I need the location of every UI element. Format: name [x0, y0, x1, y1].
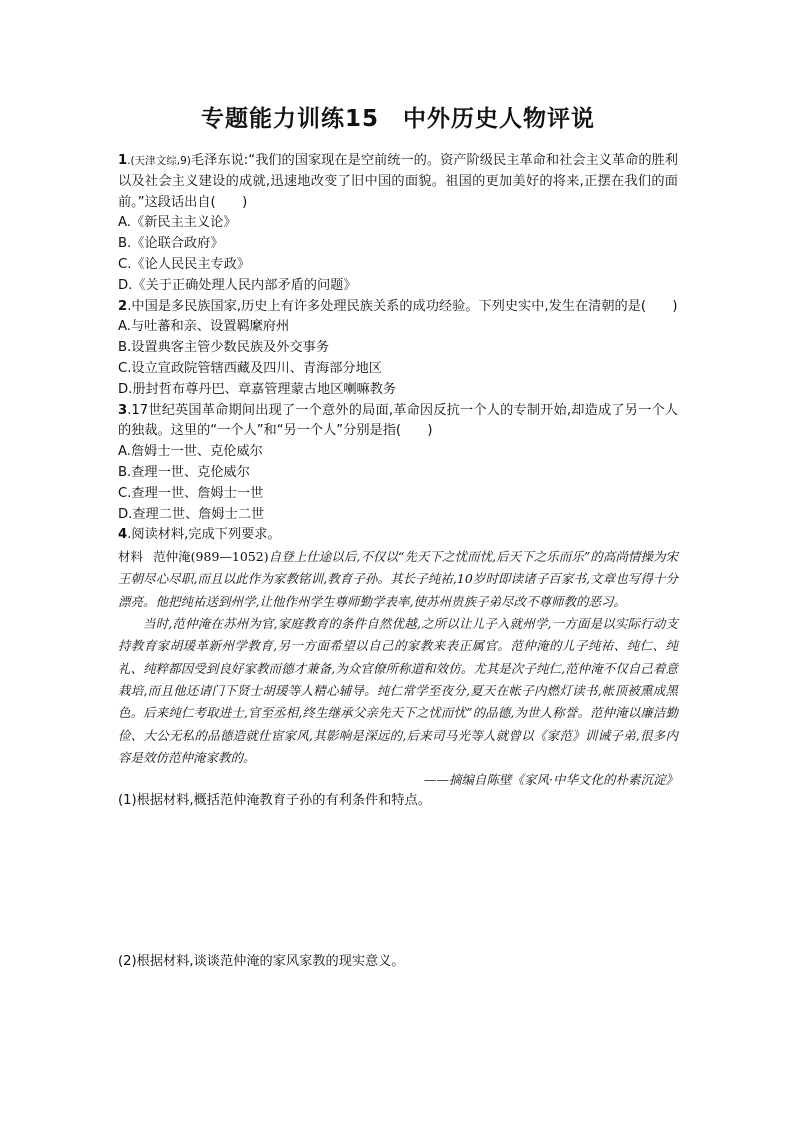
question-3-text: .17世纪英国革命期间出现了一个意外的局面,革命因反抗一个人的专制开始,却造成了另一个人的独裁。这里的“一个人”和“另一个人”分别是指( ) [118, 402, 678, 439]
question-1-option-a: A.《新民主主义论》 [118, 215, 237, 231]
question-2-text: .中国是多民族国家,历史上有许多处理民族关系的成功经验。下列史实中,发生在清朝的是( ) [127, 298, 678, 314]
question-1-stem [118, 151, 678, 213]
question-4-text: .阅读材料,完成下列要求。 [127, 527, 281, 543]
question-3-option-c: C.查理一世、詹姆士一世 [118, 485, 264, 501]
question-3-option-a: A.詹姆士一世、克伦威尔 [118, 444, 263, 460]
question-3 [118, 401, 678, 526]
answer-space-1[interactable] [118, 812, 678, 952]
question-1-option-b: B.《论联合政府》 [118, 236, 224, 252]
question-1-source: .(天津文综,9) [127, 155, 191, 167]
question-3-option-b: B.查理一世、克伦威尔 [118, 464, 250, 480]
question-2-option-c: C.设立宣政院管辖西藏及四川、青海部分地区 [118, 360, 382, 376]
material-attribution: ——摘编自陈壁《家风·中华文化的朴素沉淀》 [424, 772, 678, 788]
question-1-text: 毛泽东说:“我们的国家现在是空前统一的。资产阶级民主革命和社会主义革命的胜利以及社会主义建设的成就,迅速地改变了旧中国的面貌。祖国的更加美好的将来,正摆在我们的面前。”这段话出自( ) [118, 153, 678, 210]
question-2-number: 2 [118, 298, 128, 314]
question-1 [118, 151, 678, 297]
question-2-stem [118, 297, 678, 318]
material-paragraph-1 [118, 546, 678, 613]
question-2-option-b: B.设置典客主管少数民族及外交事务 [118, 340, 330, 356]
question-1-number: 1 [118, 153, 128, 168]
question-1-option-d: D.《关于正确处理人民内部矛盾的问题》 [118, 277, 357, 293]
question-3-number: 3 [118, 402, 128, 418]
question-2 [118, 297, 678, 401]
question-1-option-c: C.《论人民民主专政》 [118, 256, 251, 272]
sub-question-2: (2)根据材料,谈谈范仲淹的家风家教的现实意义。 [118, 954, 405, 970]
question-2-option-a: A.与吐蕃和亲、设置羁縻府州 [118, 319, 290, 335]
question-4-number: 4 [118, 527, 128, 543]
sub-question-1: (1)根据材料,概括范仲淹教育子孙的有利条件和特点。 [118, 793, 431, 809]
material-lead: 范仲淹(989—1052) [153, 549, 269, 565]
question-3-option-d: D.查理二世、詹姆士二世 [118, 506, 265, 522]
material-label: 材料 [118, 549, 144, 565]
question-4 [118, 525, 678, 973]
question-3-stem [118, 401, 678, 443]
question-4-stem [118, 525, 678, 546]
page-title: 专题能力训练15 中外历史人物评说 [200, 106, 595, 132]
document-page [118, 100, 678, 973]
material-paragraph-2: 当时,范仲淹在苏州为官,家庭教育的条件自然优越,之所以让儿子入就州学,一方面是以实际行动支持教育家胡瑗革新州学教育,另一方面希望以自己的家教来表正属官。范仲淹的儿子纯祐、纯仁、纯礼、纯粹都因受到良好家教而德才兼备,为众官僚所称道和效仿。尤其是次子纯仁,范仲淹不仅自己着意栽培,而且他还请门下贤士胡瑗等人精心辅导。纯仁常学至夜分,夏天在帐子内燃灯读书,帐顶被熏成黑色。后来纯仁考取进士,官至丞相,终生继承父亲先天下之忧而忧”的品德,为世人称誉。范仲淹以廉洁勤俭、大公无私的品德造就仕宦家风,其影响是深远的,后来司马光等人就曾以《家范》训诫子弟,很多内容是效仿范仲淹家教的。 [118, 616, 678, 765]
question-2-option-d: D.册封哲布尊丹巴、章嘉管理蒙古地区喇嘛教务 [118, 381, 397, 397]
material-text-1: 自登上仕途以后,不仅以“先天下之忧而忧,后天下之乐而乐”的高尚情操为宋王朝尽心尽职,而且以此作为家教铭训,教育子孙。其长子纯祐,10岁时即读诸子百家书,文章也写得十分漂亮。他把纯祐送到州学,让他作州学生尊师勤学表率,使苏州贵族子弟尽改不尊师教的恶习。 [118, 549, 678, 609]
